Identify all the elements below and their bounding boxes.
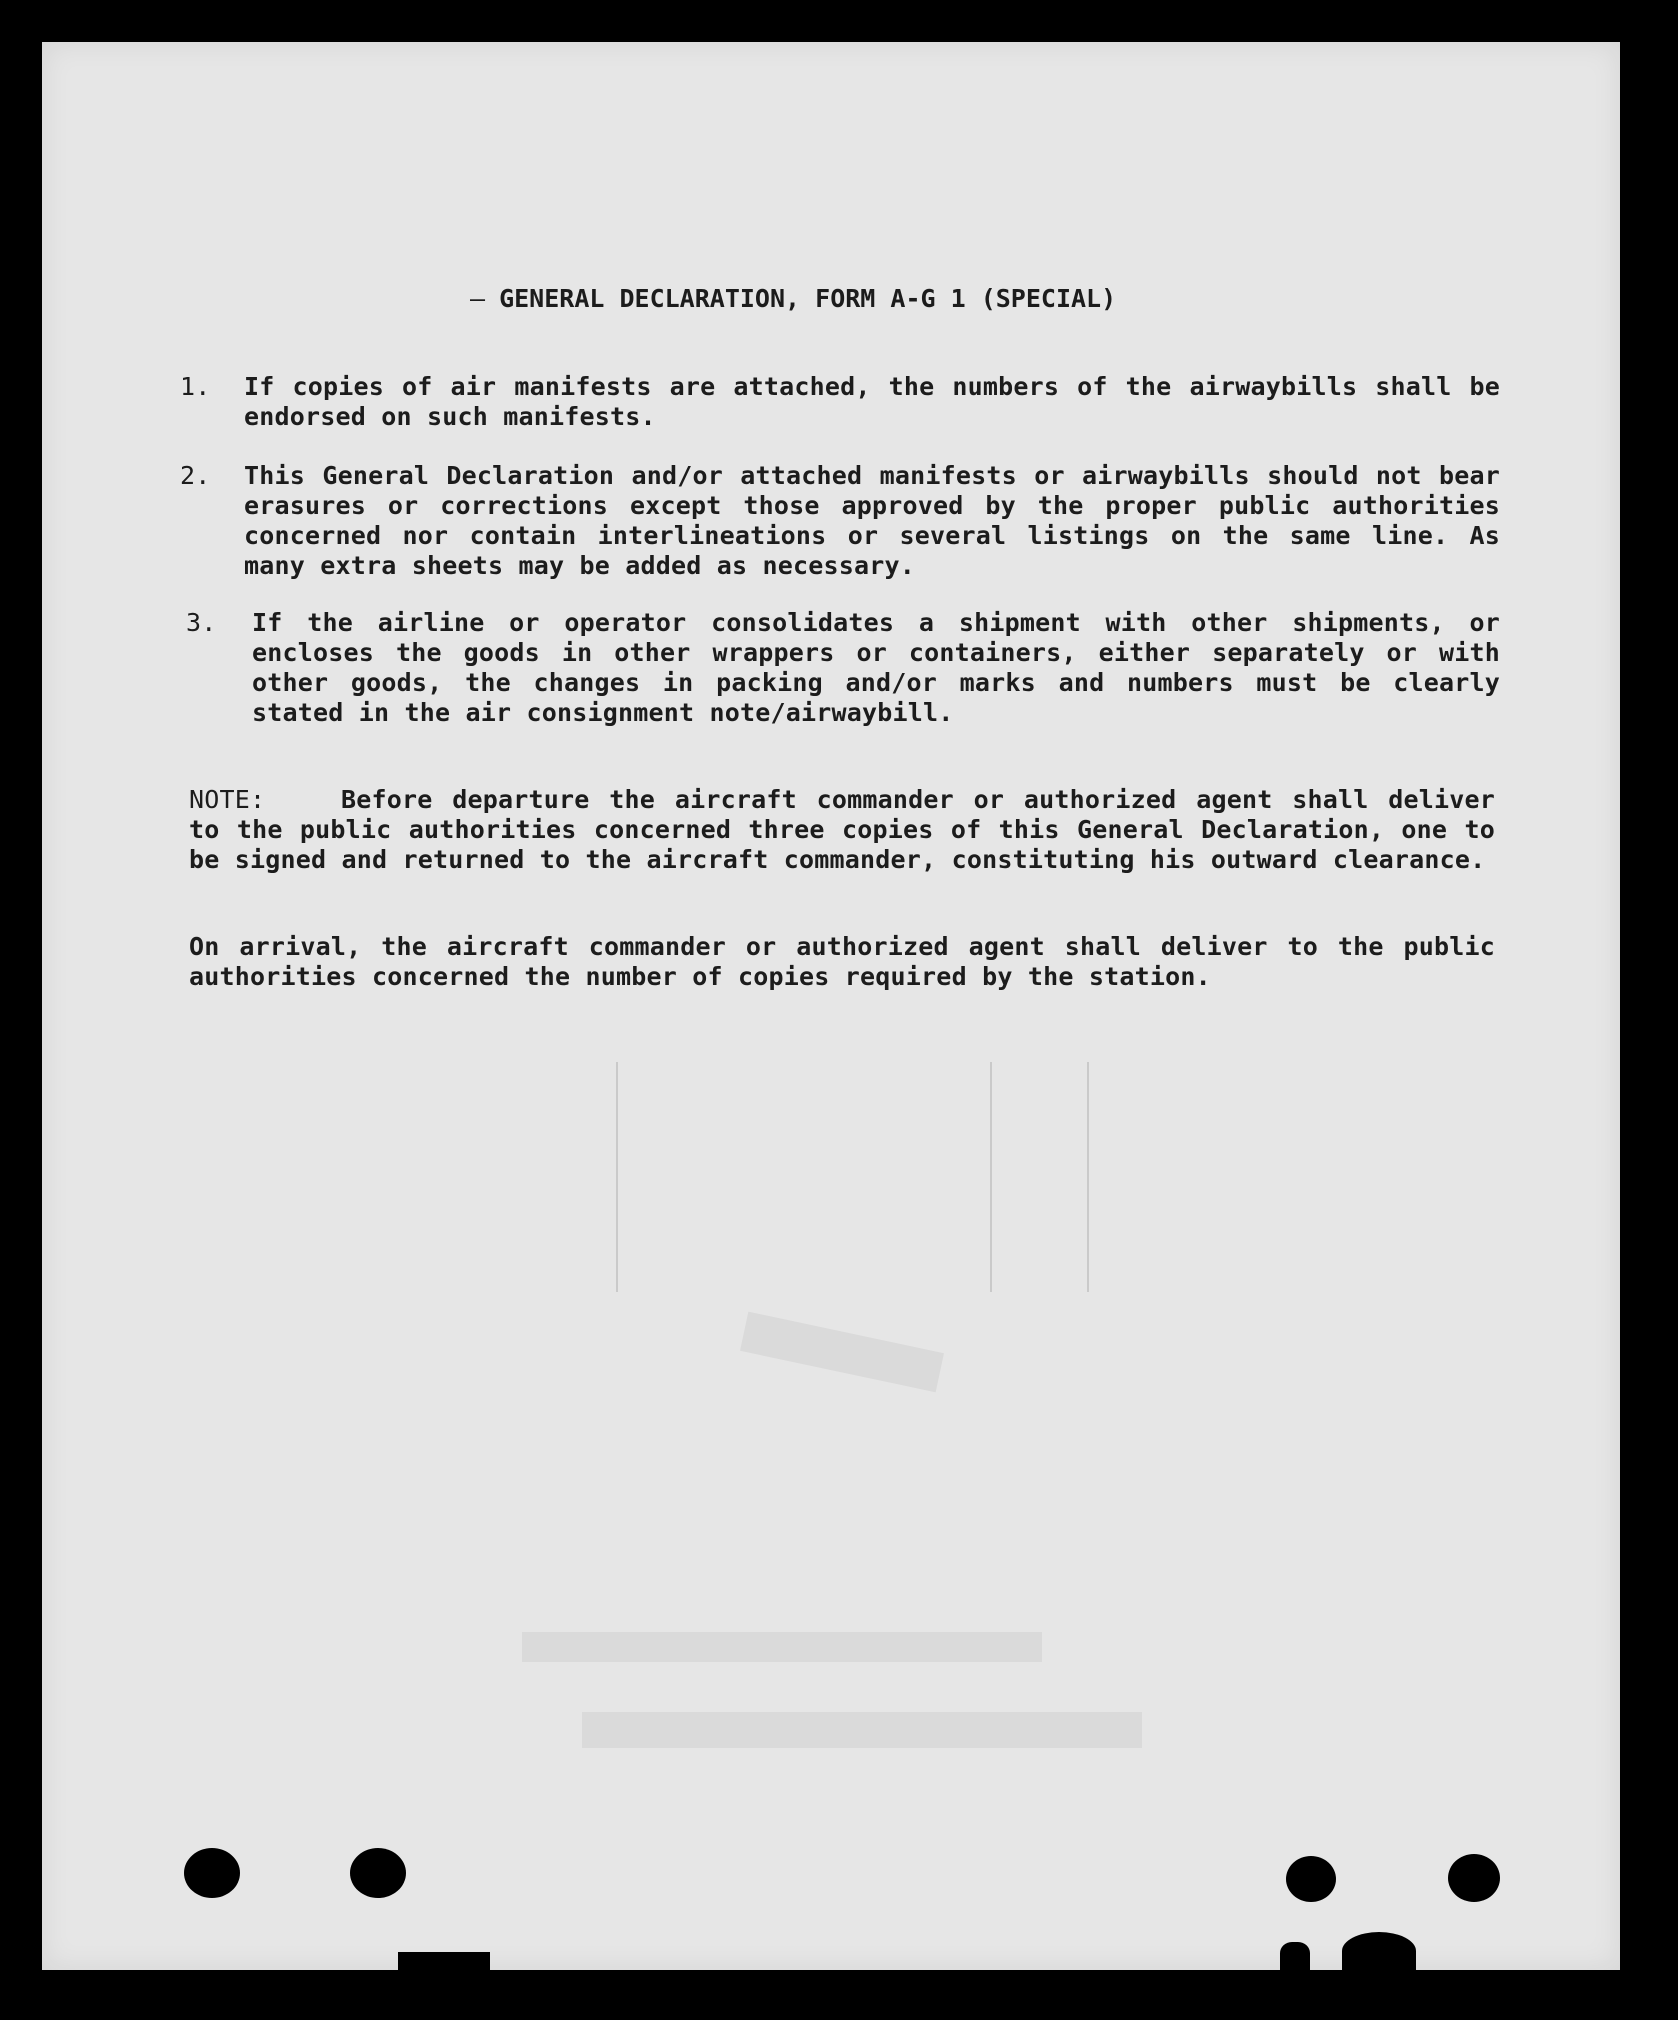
torn-edge [1342,1932,1416,1970]
item-text: This General Declaration and/or attached manifests or airwaybills should not bear erasures or corrections except those approved by the proper public authorities concerned nor contain interlineations or several listings on the same line. As many extra sheets may be added as necessary. [244,461,1500,580]
list-item [180,372,1500,432]
arrival-paragraph: On arrival, the aircraft commander or authorized agent shall deliver to the public authorities concerned the number of copies required by the station. [189,932,1495,991]
torn-edge [398,1952,490,1970]
note-paragraph [189,785,1495,875]
punch-hole [184,1848,240,1898]
torn-edge [1280,1942,1310,1970]
bleed-through-smudge [740,1312,944,1393]
list-item [180,608,1500,728]
document-title [470,284,1210,313]
list-item [180,461,1500,581]
item-number: 2. [180,461,211,490]
punch-hole [1448,1854,1500,1902]
bleed-through-smudge [582,1712,1142,1748]
title-dash: — [470,284,486,313]
punch-hole [1286,1856,1336,1902]
punch-hole [350,1848,406,1898]
item-text: If the airline or operator consolidates a shipment with other shipments, or encloses the goods in other wrappers or containers, either separately or with other goods, the changes in packing and/or marks and numbers must be clearly stated in the air consignment note/airwaybill. [252,608,1500,727]
bleed-through-line [1087,1062,1089,1292]
document-page [42,42,1620,1970]
note-text: Before departure the aircraft commander or authorized agent shall deliver to the public authorities concerned three copies of this General Declaration, one to be signed and returned to the aircraft commander, constituting his outward clearance. [189,785,1495,874]
title-text: GENERAL DECLARATION, FORM A-G 1 (SPECIAL) [499,284,1117,313]
bleed-through-line [616,1062,618,1292]
item-number: 1. [180,372,211,401]
item-text: If copies of air manifests are attached, the numbers of the airwaybills shall be endorsed on such manifests. [244,372,1500,431]
bleed-through-smudge [522,1632,1042,1662]
item-number: 3. [186,608,217,637]
bleed-through-line [990,1062,992,1292]
note-label: NOTE: [189,785,266,814]
